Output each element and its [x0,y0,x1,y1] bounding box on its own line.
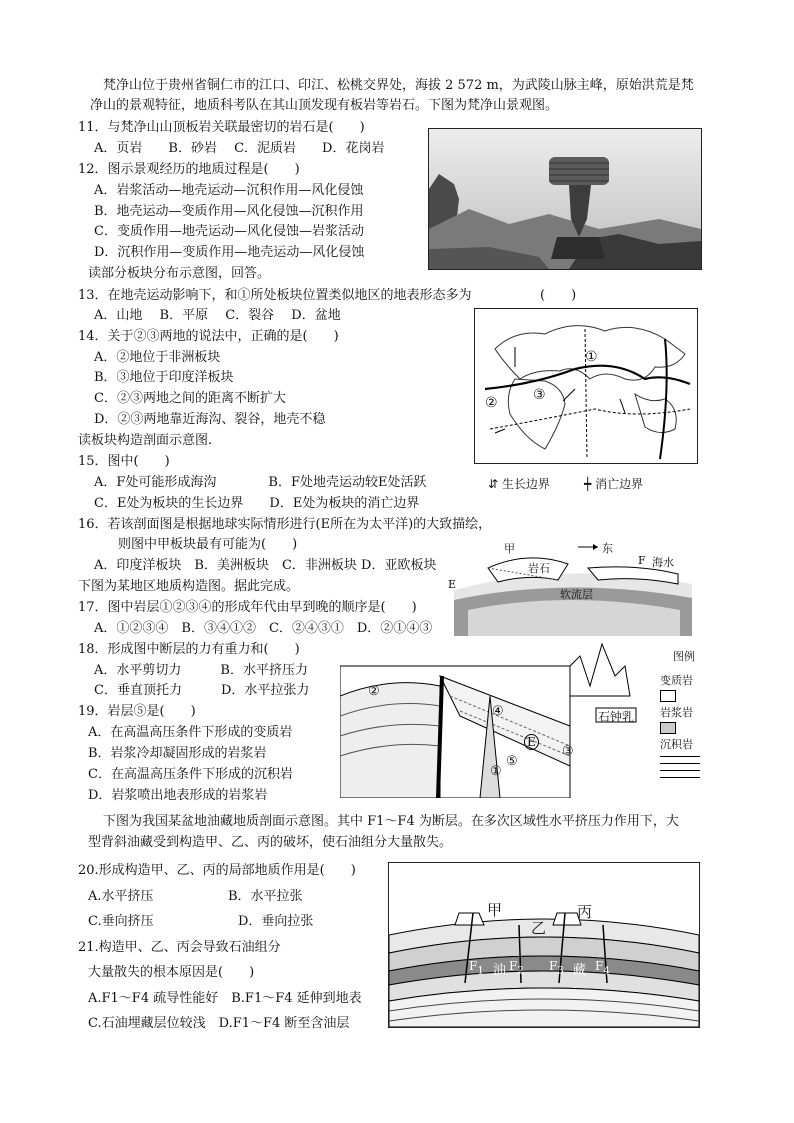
q13-stem: 13．在地壳运动影响下，和①所处板块位置类似地区的地表形态多为 [78,288,472,303]
oil-label-bing: 丙 [577,903,593,921]
q19-option-d: D．岩浆喷出地表形成的岩浆岩 [88,788,268,803]
plate-legend-growing: ⇵ 生长边界 [488,477,550,491]
geo-label-stalactite: 石钟乳 [598,710,635,724]
q21-row-1: A.F1～F4 疏导性能好 B.F1～F4 延伸到地表 [88,991,362,1006]
plate-legend-sinking: ┿ 消亡边界 [584,477,644,491]
q19-option-c: C．在高温高压条件下形成的沉积岩 [88,767,293,782]
profile-label-jia: 甲 [504,542,515,555]
q12-option-a: A．岩浆活动—地壳运动—沉积作用—风化侵蚀 [94,183,364,198]
geology-legend [660,648,708,798]
q13-paren: ( ) [540,288,577,303]
q21-row-2: C.石油埋藏层位较浅 D.F1～F4 断至含油层 [88,1016,350,1031]
q11-options: A．页岩 B．砂岩 C．泥质岩 D．花岗岩 [94,141,385,156]
q17-options: A．①②③④ B．③④①② C．②④③① D．②①④③ [94,621,433,636]
q21-stem: 21.构造甲、乙、丙会导致石油组分 [78,940,281,955]
profile-label-f: F [638,554,646,567]
oil-fault-f4: $F_4$ [595,959,610,977]
profile-label-e: E [448,578,457,591]
plate-marker-3: ③ [533,387,546,403]
q20-option-a: A.水平挤压 [88,889,154,904]
q16-options: A．印度洋板块 B．美洲板块 C．非洲板块 D．亚欧板块 [94,558,437,573]
q19-option-b: B．岩浆冷却凝固形成的岩浆岩 [88,746,267,761]
q20-option-d: D．垂向拉张 [238,914,314,929]
read-geo-prompt: 下图为某地区地质构造图。据此完成。 [78,579,300,594]
q17-stem: 17．图中岩层①②③④的形成年代由早到晚的顺序是( ) [78,600,417,615]
geo-label-4: ④ [492,704,504,719]
profile-label-seawater: 海水 [652,556,674,569]
oil-intro-line-1: 下图为我国某盆地油藏地质剖面示意图。其中 F1～F4 为断层。在多次区域性水平挤压力作用下，大 [103,814,679,829]
q12-option-c: C．变质作用—地壳运动—风化侵蚀—岩浆活动 [94,224,364,239]
read-profile-prompt: 读板块构造剖面示意图. [78,433,213,448]
q15-row-1: A．F处可能形成海沟 B．F处地壳运动较E处活跃 [94,475,427,490]
geo-label-e: E [524,734,539,750]
legend-igneous: 岩浆岩 [660,706,693,719]
plate-map [474,308,698,464]
q19-stem: 19．岩层⑤是( ) [78,704,196,719]
geo-label-2: ② [368,684,380,699]
geo-label-3: ③ [562,744,574,759]
q14-option-d: D．②③两地靠近海沟、裂谷，地壳不稳 [94,412,326,427]
oil-intro-line-2: 型背斜油藏受到构造甲、乙、丙的破坏，使石油组分大量散失。 [88,835,453,850]
oil-label-yi: 乙 [531,919,547,937]
growing-boundary-icon: ⇵ [488,477,499,491]
q20-option-b: B．水平拉张 [228,889,303,904]
oil-fault-f2: $F_2$ [509,959,524,977]
q13-options: A．山地 B．平原 C．裂谷 D．盆地 [94,308,341,323]
oil-fault-f3: $F_3$ [549,959,564,977]
q18-stem: 18．形成图中断层的力有重力和( ) [78,642,300,657]
geology-structure-figure [340,636,660,798]
read-plate-prompt: 读部分板块分布示意图，回答。 [88,266,271,281]
q14-option-a: A．②地位于非洲板块 [94,350,221,365]
q14-option-c: C．②③两地之间的距离不断扩大 [94,391,286,406]
geo-label-5: ⑤ [506,754,518,769]
q11-stem: 11．与梵净山山顶板岩关联最密切的岩石是( ) [78,120,365,135]
plate-marker-2: ② [485,395,498,411]
q20-stem: 20.形成构造甲、乙、丙的局部地质作用是( ) [78,863,356,878]
q12-stem: 12．图示景观经历的地质过程是( ) [78,162,300,177]
q14-option-b: B．③地位于印度洋板块 [94,370,234,385]
intro-line-1: 梵净山位于贵州省铜仁市的江口、印江、松桃交界处，海拔 2 572 m，为武陵山脉主峰，原始洪荒是梵 [103,78,694,93]
oil-reservoir-figure [388,862,700,1028]
legend-metamorphic: 变质岩 [660,674,693,687]
oil-label-jia: 甲 [487,901,503,919]
q15-stem: 15．图中( ) [78,454,170,469]
q14-stem: 14．关于②③两地的说法中，正确的是( ) [78,329,339,344]
oil-label-reservoir: 藏 [573,963,587,978]
q20-option-c: C.垂向挤压 [88,914,154,929]
intro-line-2: 净山的景观特征，地质科考队在其山顶发现有板岩等岩石。下图为梵净山景观图。 [90,98,559,113]
q19-option-a: A．在高温高压条件下形成的变质岩 [88,725,293,740]
profile-label-asthenosphere: 软流层 [560,588,593,601]
q16-stem: 16．若该剖面图是根据地球实际情形进行(E所在为太平洋)的大致描绘， [78,517,492,532]
geo-label-1: ① [490,764,502,779]
profile-label-rock: 岩石 [528,562,550,575]
oil-fault-f1: $F_1$ [469,959,484,977]
oil-label-oil: 油 [493,963,507,978]
q21-stem-2: 大量散失的根本原因是( ) [88,965,255,980]
q12-option-b: B．地壳运动—变质作用—风化侵蚀—沉积作用 [94,204,364,219]
sinking-boundary-icon: ┿ [584,477,592,491]
plate-marker-1: ① [585,349,598,365]
q18-row-1: A．水平剪切力 B．水平挤压力 [94,663,308,678]
legend-sedimentary: 沉积岩 [660,738,693,751]
fanjingshan-photo [428,128,702,270]
profile-label-east: 东 [602,542,613,555]
q15-row-2: C．E处为板块的生长边界 D．E处为板块的消亡边界 [94,496,420,511]
legend-title: 图例 [673,650,695,663]
q16-stem-2: 则图中甲板块最有可能为( ) [118,537,298,552]
q12-option-d: D．沉积作用—变质作用—地壳运动—风化侵蚀 [94,245,365,260]
plate-profile [448,540,698,636]
q18-row-2: C．垂直顶托力 D．水平拉张力 [94,683,310,698]
